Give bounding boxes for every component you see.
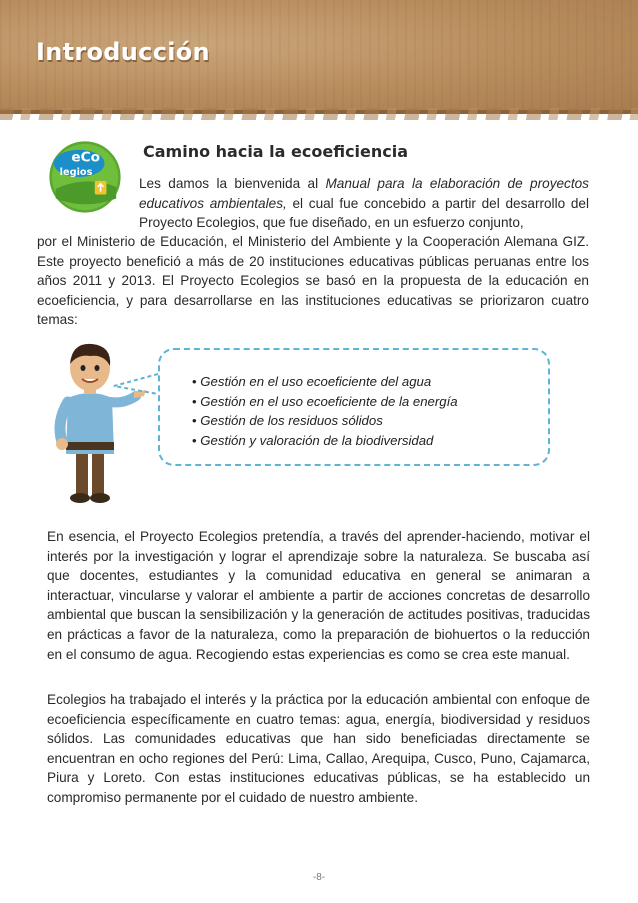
manual-title: Manual para la elaboración de proyectos educativos ambientales, bbox=[139, 176, 589, 211]
callout-pointer bbox=[110, 372, 162, 396]
intro-lead: Les damos la bienvenida al bbox=[139, 176, 326, 191]
section-title: Camino hacia la ecoeficiencia bbox=[143, 142, 409, 161]
topics-list bbox=[192, 372, 458, 450]
intro-paragraph-bottom: por el Ministerio de Educación, el Ministerio del Ambiente y la Cooperación Alemana GIZ. Este proyecto benefició a más de 20 instituciones educativas públicas peruanas entre los años 2011 y 2013. El Proyecto Ecolegios se basó en la propuesta de la educación en ecoeficiencia, y para desarrollarse en las instituciones educativas se priorizaron cuatro temas: bbox=[37, 234, 589, 328]
page-title: Introducción bbox=[36, 38, 210, 66]
topic-item: • Gestión de los residuos sólidos bbox=[192, 411, 458, 431]
topic-item: • Gestión en el uso ecoeficiente de la energía bbox=[192, 392, 458, 412]
topic-item: • Gestión y valoración de la biodiversidad bbox=[192, 431, 458, 451]
logo-text-legios: legios bbox=[59, 167, 93, 179]
intro-paragraph-top bbox=[139, 174, 589, 233]
paragraph-essence: En esencia, el Proyecto Ecolegios pretendía, a través del aprender-haciendo, motivar el interés por la investigación y lograr el aprendizaje sobre la naturaleza. Se buscaba así que docentes, estudiantes y la comunidad educativa en general se animaran a interactuar, vincularse y valorar el ambiente a partir de acciones concretas de desarrollo ambiental que buscan la sensibilización y la generación de actitudes positivas, traducidas en prácticas a favor de la naturaleza, como la preparación de biohuertos o la reducción en el consumo de agua. Recogiendo estas experiencias es como se crea este manual. bbox=[47, 529, 590, 662]
topic-item: • Gestión en el uso ecoeficiente del agua bbox=[192, 372, 458, 392]
paragraph-ecolegios: Ecolegios ha trabajado el interés y la práctica por la educación ambiental con enfoque de ecoeficiencia específicamente en cuatro temas: agua, energía, biodiversidad y residuos sólidos. Las comunidades educativas que han sido beneficiadas directamente se encuentran en ocho regiones del Perú: Lima, Callao, Arequipa, Cusco, Puno, Cajamarca, Piura y Loreto. Con estas instituciones educativas públicas, se ha establecido un compromiso permanente por el cuidado de nuestro ambiente. bbox=[47, 692, 590, 805]
intro-rest-a: el cual fue concebido a partir del desarrollo del Proyecto Ecolegios, que fue diseñado, en un esfuerzo conjunto, bbox=[139, 195, 590, 231]
teacher-illustration bbox=[38, 338, 148, 508]
ecolegios-logo bbox=[46, 138, 124, 216]
cardboard-header bbox=[0, 0, 638, 114]
logo-text-eco: eCo bbox=[71, 149, 100, 166]
page-number: -8- bbox=[312, 872, 326, 883]
